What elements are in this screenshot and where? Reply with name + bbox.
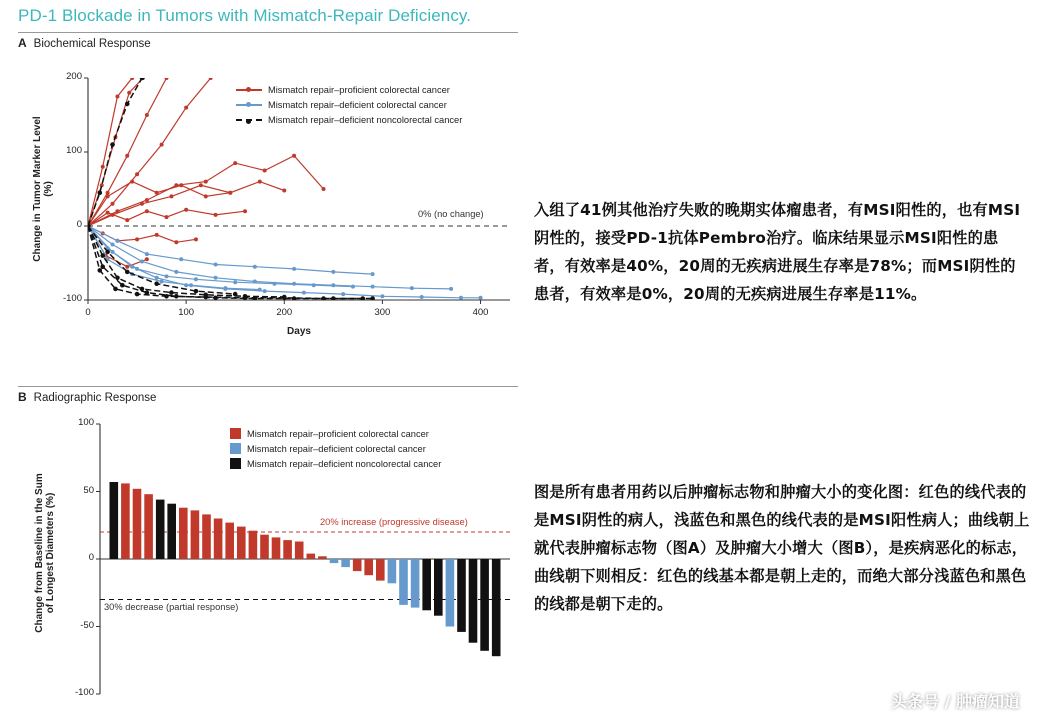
- legend-swatch: [230, 428, 241, 439]
- panel-b-radiographic-response: [18, 386, 518, 716]
- panel-b-letter: B: [18, 390, 27, 404]
- y-tick-label: 0: [88, 552, 94, 563]
- legend-label: Mismatch repair–deficient noncolorectal cancer: [268, 114, 463, 125]
- panel-a-zero-annotation: 0% (no change): [418, 209, 484, 219]
- y-tick-label: 100: [78, 417, 94, 428]
- page-title: PD-1 Blockade in Tumors with Mismatch-Repair Deficiency.: [18, 6, 472, 25]
- x-tick-label: 100: [178, 307, 195, 318]
- legend-item: [230, 458, 441, 469]
- x-tick-label: 0: [85, 307, 91, 318]
- legend-item: [230, 428, 441, 439]
- legend-marker: [246, 102, 251, 107]
- panel-a-title: Biochemical Response: [33, 38, 151, 50]
- legend-swatch: [236, 119, 262, 121]
- panel-b-y-axis-label: Change from Baseline in the Sum of Longest Diameters (%): [34, 473, 56, 633]
- legend-swatch: [230, 443, 241, 454]
- legend-swatch: [230, 458, 241, 469]
- legend-marker: [246, 87, 251, 92]
- x-tick-label: 300: [374, 307, 391, 318]
- legend-item: [236, 84, 462, 95]
- panel-b-progressive-annotation: 20% increase (progressive disease): [320, 517, 468, 527]
- legend-label: Mismatch repair–proficient colorectal cancer: [247, 428, 429, 439]
- y-tick-label: 200: [66, 71, 82, 82]
- panel-a-header: [18, 32, 518, 50]
- x-tick-label: 400: [472, 307, 489, 318]
- legend-item: [230, 443, 441, 454]
- watermark: 头条号 / 肿瘤知道: [891, 692, 1020, 711]
- panel-a-letter: A: [18, 36, 27, 50]
- legend-label: Mismatch repair–deficient colorectal cancer: [247, 443, 426, 454]
- panel-b-title: Radiographic Response: [33, 392, 157, 404]
- y-tick-label: 0: [76, 219, 82, 230]
- panel-b-legend: [230, 428, 441, 473]
- legend-swatch: [236, 89, 262, 91]
- legend-swatch: [236, 104, 262, 106]
- panel-a-x-axis-label: Days: [287, 326, 311, 337]
- legend-label: Mismatch repair–proficient colorectal cancer: [268, 84, 450, 95]
- x-tick-label: 200: [276, 307, 293, 318]
- panel-a-plot: [18, 50, 518, 350]
- panel-a-biochemical-response: [18, 32, 518, 362]
- panel-b-plot: [18, 404, 518, 704]
- commentary-top: 入组了41例其他治疗失败的晚期实体瘤患者，有MSI阳性的，也有MSI阴性的，接受PD-1抗体Pembro治疗。临床结果显示MSI阳性的患者，有效率是40%，20周的无疾病进展生存率是78%；而MSI阴性的患者，有效率是0%，20周的无疾病进展生存率是11%。: [534, 201, 1021, 303]
- panel-a-y-axis-label: Change in Tumor Marker Level (%): [32, 116, 54, 262]
- legend-item: [236, 99, 462, 110]
- commentary-bottom: 图是所有患者用药以后肿瘤标志物和肿瘤大小的变化图：红色的线代表的是MSI阴性的病人，浅蓝色和黑色的线代表的是MSI阳性病人；曲线朝上就代表肿瘤标志物（图A）及肿瘤大小增大（图B），是疾病恶化的标志，曲线朝下则相反：红色的线基本都是朝上走的，而绝大部分浅蓝色和黑色的线都是朝下走的。: [534, 483, 1030, 613]
- panel-b-header: [18, 386, 518, 404]
- legend-item: [236, 114, 462, 125]
- y-tick-label: 100: [66, 145, 82, 156]
- panel-b-partial-response-annotation: 30% decrease (partial response): [104, 601, 239, 612]
- panel-a-legend: [236, 84, 462, 129]
- legend-marker: [246, 119, 251, 124]
- y-tick-label: -50: [80, 619, 94, 631]
- y-tick-label: -100: [62, 293, 82, 304]
- legend-label: Mismatch repair–deficient colorectal cancer: [268, 99, 447, 110]
- legend-label: Mismatch repair–deficient noncolorectal cancer: [247, 458, 442, 469]
- y-tick-label: 50: [83, 484, 94, 496]
- y-tick-label: -100: [74, 687, 94, 698]
